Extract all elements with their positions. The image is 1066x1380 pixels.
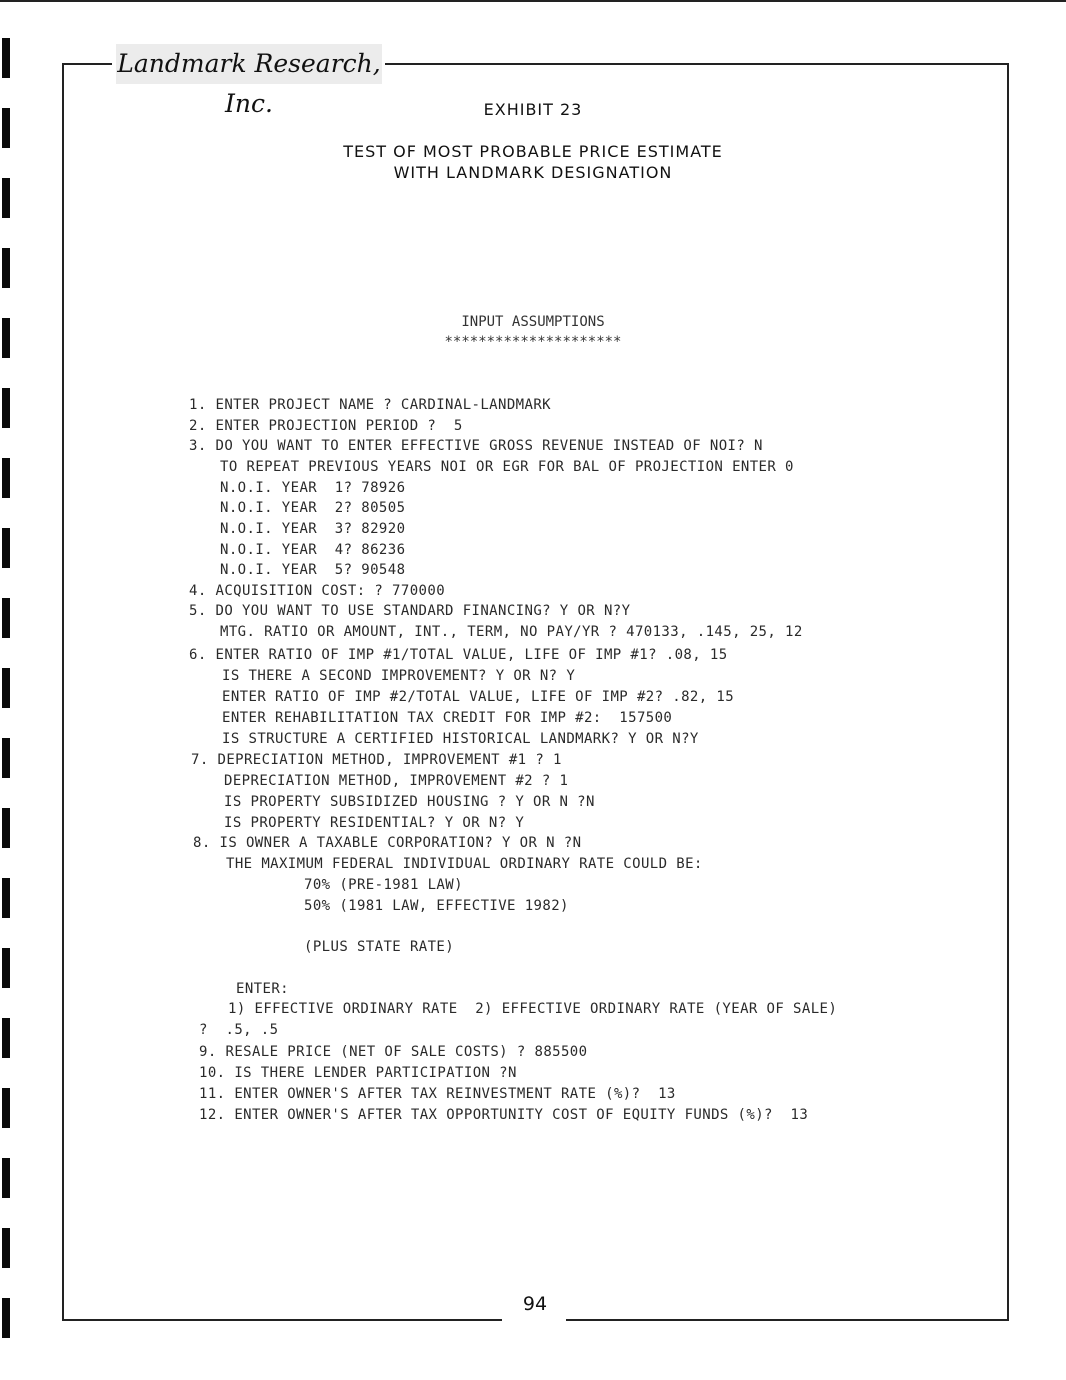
input-line-11: 11. ENTER OWNER'S AFTER TAX REINVESTMENT RATE (%)? 13 (199, 1086, 676, 1102)
frame-border-top-left (62, 63, 112, 65)
rate-1981: 50% (1981 LAW, EFFECTIVE 1982) (304, 898, 569, 914)
mortgage-terms: MTG. RATIO OR AMOUNT, INT., TERM, NO PAY/YR ? 470133, .145, 25, 12 (220, 624, 803, 640)
section-title: INPUT ASSUMPTIONS (461, 314, 605, 330)
binding-holes (0, 0, 14, 1380)
input-line-5: 5. DO YOU WANT TO USE STANDARD FINANCING? Y OR N?Y (189, 603, 631, 619)
frame-border-right (1007, 63, 1009, 1321)
plus-state-rate: (PLUS STATE RATE) (304, 939, 455, 955)
second-improvement: IS THERE A SECOND IMPROVEMENT? Y OR N? Y (222, 668, 576, 684)
rehab-tax-credit: ENTER REHABILITATION TAX CREDIT FOR IMP #2: 157500 (222, 710, 673, 726)
exhibit-label: EXHIBIT 23 (483, 100, 583, 119)
ratio-imp-2: ENTER RATIO OF IMP #2/TOTAL VALUE, LIFE OF IMP #2? .82, 15 (222, 689, 735, 705)
rate-pre-1981: 70% (PRE-1981 LAW) (304, 877, 463, 893)
noi-year-4: N.O.I. YEAR 4? 86236 (220, 542, 406, 558)
ordinary-rate-options: 1) EFFECTIVE ORDINARY RATE 2) EFFECTIVE ORDINARY RATE (YEAR OF SALE) (228, 1001, 838, 1017)
input-line-3: 3. DO YOU WANT TO ENTER EFFECTIVE GROSS REVENUE INSTEAD OF NOI? N (189, 438, 763, 454)
input-line-7: 7. DEPRECIATION METHOD, IMPROVEMENT #1 ? 1 (191, 752, 562, 768)
page-top-edge (0, 0, 1066, 2)
input-line-6: 6. ENTER RATIO OF IMP #1/TOTAL VALUE, LIFE OF IMP #1? .08, 15 (189, 647, 728, 663)
noi-year-5: N.O.I. YEAR 5? 90548 (220, 562, 406, 578)
page-number: 94 (522, 1293, 548, 1315)
title-line-2: WITH LANDMARK DESIGNATION (393, 163, 673, 182)
historical-landmark: IS STRUCTURE A CERTIFIED HISTORICAL LANDMARK? Y OR N?Y (222, 731, 699, 747)
subsidized-housing: IS PROPERTY SUBSIDIZED HOUSING ? Y OR N ?N (224, 794, 595, 810)
ordinary-rate-answer: ? .5, .5 (199, 1022, 279, 1038)
noi-year-2: N.O.I. YEAR 2? 80505 (220, 500, 406, 516)
title-line-1: TEST OF MOST PROBABLE PRICE ESTIMATE (343, 142, 723, 161)
input-line-2: 2. ENTER PROJECTION PERIOD ? 5 (189, 418, 463, 434)
frame-border-bottom-right (566, 1319, 1009, 1321)
depreciation-imp-2: DEPRECIATION METHOD, IMPROVEMENT #2 ? 1 (224, 773, 569, 789)
noi-year-1: N.O.I. YEAR 1? 78926 (220, 480, 406, 496)
enter-label: ENTER: (236, 981, 289, 997)
input-line-4: 4. ACQUISITION COST: ? 770000 (189, 583, 446, 599)
input-line-8: 8. IS OWNER A TAXABLE CORPORATION? Y OR N ?N (193, 835, 582, 851)
input-line-3-note: TO REPEAT PREVIOUS YEARS NOI OR EGR FOR BAL OF PROJECTION ENTER 0 (220, 459, 794, 475)
company-logo: Landmark Research, Inc. (116, 44, 382, 84)
residential: IS PROPERTY RESIDENTIAL? Y OR N? Y (224, 815, 525, 831)
input-line-9: 9. RESALE PRICE (NET OF SALE COSTS) ? 885500 (199, 1044, 588, 1060)
section-rule: ********************* (444, 334, 622, 350)
noi-year-3: N.O.I. YEAR 3? 82920 (220, 521, 406, 537)
input-line-1: 1. ENTER PROJECT NAME ? CARDINAL-LANDMARK (189, 397, 551, 413)
frame-border-top-right (385, 63, 1009, 65)
frame-border-bottom-left (62, 1319, 502, 1321)
frame-border-left (62, 63, 64, 1321)
input-line-10: 10. IS THERE LENDER PARTICIPATION ?N (199, 1065, 517, 1081)
max-federal-rate: THE MAXIMUM FEDERAL INDIVIDUAL ORDINARY RATE COULD BE: (226, 856, 703, 872)
input-line-12: 12. ENTER OWNER'S AFTER TAX OPPORTUNITY COST OF EQUITY FUNDS (%)? 13 (199, 1107, 809, 1123)
